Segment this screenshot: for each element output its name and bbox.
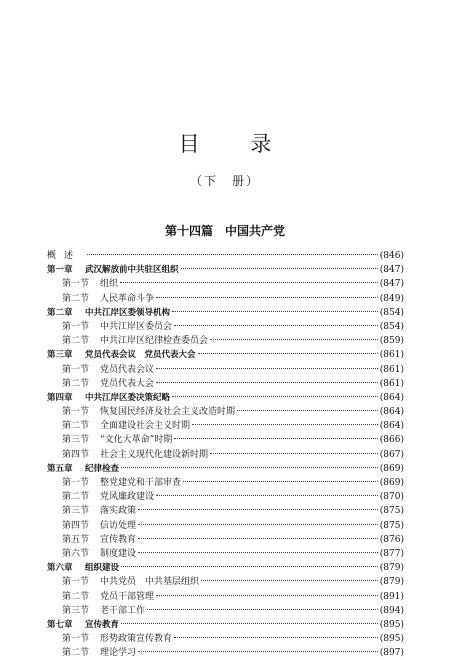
dot-leader xyxy=(237,410,378,411)
toc-entry-label: 党员干部管理 xyxy=(100,591,155,602)
toc-entry-page: (877) xyxy=(379,548,404,559)
toc-chapter-entry[interactable] xyxy=(47,348,404,362)
toc-entry-number: 第一节 xyxy=(62,321,90,332)
toc-entry-number: 第三节 xyxy=(62,435,90,446)
page-title: 目 录 xyxy=(178,132,294,156)
toc-entry-label: 全面建设社会主义时期 xyxy=(100,421,191,432)
dot-leader xyxy=(174,438,378,439)
dot-leader xyxy=(138,552,378,553)
toc-entry-page: (849) xyxy=(379,293,404,304)
toc-section-entry[interactable] xyxy=(47,433,404,447)
dot-leader xyxy=(147,609,378,610)
toc-entry-number: 第一节 xyxy=(62,407,90,418)
toc-entry-page: (895) xyxy=(379,619,404,630)
toc-entry-label: 党员代表大会 xyxy=(100,378,155,389)
toc-entry-page: (854) xyxy=(379,307,404,318)
toc-section-entry[interactable] xyxy=(47,504,404,518)
toc-entry-label: 形势政策宣传教育 xyxy=(100,634,173,645)
toc-section-entry[interactable] xyxy=(47,334,404,348)
toc-entry-label: 中共江岸区委员会 xyxy=(100,321,173,332)
toc-entry-number: 第一章 xyxy=(47,265,73,276)
dot-leader xyxy=(192,424,378,425)
dot-leader xyxy=(174,325,378,326)
toc-entry-page: (879) xyxy=(379,563,404,574)
toc-entry-page: (869) xyxy=(379,478,404,488)
toc-section-entry[interactable] xyxy=(47,547,404,561)
toc-entry-number: 第六章 xyxy=(47,563,73,574)
toc-entry-page: (895) xyxy=(379,634,404,645)
toc-entry-number: 第三章 xyxy=(47,350,73,361)
toc-section-entry[interactable] xyxy=(47,277,404,291)
volume-subtitle: （下 册） xyxy=(189,174,260,188)
dot-leader xyxy=(138,538,378,539)
toc-entry-label: 中共江岸区委决策纪略 xyxy=(85,392,171,403)
toc-entry-number: 第二节 xyxy=(62,492,90,503)
toc-entry-label: “文化大革命”时期 xyxy=(100,435,173,446)
toc-entry-number: 第四节 xyxy=(62,520,90,531)
toc-chapter-entry[interactable] xyxy=(47,306,404,320)
dot-leader xyxy=(156,495,378,496)
toc-section-entry[interactable] xyxy=(47,632,404,646)
toc-section-entry[interactable] xyxy=(47,448,404,462)
toc-entry-label: 中共江岸区委领导机构 xyxy=(85,307,171,318)
toc-section-entry[interactable] xyxy=(47,646,404,660)
toc-entry-page: (861) xyxy=(379,378,404,389)
toc-entry-label: 整党建党和干部审查 xyxy=(100,478,182,488)
toc-entry-page: (869) xyxy=(379,463,404,474)
toc-entry-label: 社会主义现代化建设新时期 xyxy=(100,449,209,460)
dot-leader xyxy=(210,339,378,340)
dot-leader xyxy=(121,623,378,624)
toc-entry-page: (897) xyxy=(379,648,404,659)
toc-entry-number: 第一节 xyxy=(62,478,90,488)
toc-entry-label: 宣传教育 xyxy=(85,619,120,630)
toc-entry-number: 第五节 xyxy=(62,534,90,545)
toc-section-entry[interactable] xyxy=(47,490,404,504)
toc-section-entry[interactable] xyxy=(47,575,404,589)
dot-leader xyxy=(156,297,378,298)
toc-entry-page: (894) xyxy=(379,605,404,616)
toc-entry-label: 理论学习 xyxy=(100,648,137,659)
toc-section-entry[interactable] xyxy=(47,405,404,419)
dot-leader xyxy=(156,595,378,596)
toc-entry-number: 第三节 xyxy=(62,605,90,616)
toc-chapter-entry[interactable] xyxy=(47,462,404,476)
toc-entry-number: 第二节 xyxy=(62,378,90,389)
toc-entry-label: 纪律检查 xyxy=(85,463,120,474)
toc-chapter-entry[interactable] xyxy=(47,263,404,277)
toc-entry-number: 第二节 xyxy=(62,293,90,304)
toc-overview-entry[interactable] xyxy=(47,249,404,263)
toc-chapter-entry[interactable] xyxy=(47,391,404,405)
toc-entry-number: 第二节 xyxy=(62,648,90,659)
toc-entry-number: 第三节 xyxy=(62,506,90,517)
toc-entry-number: 第一节 xyxy=(62,634,90,645)
toc-section-entry[interactable] xyxy=(47,419,404,433)
toc-entry-page: (875) xyxy=(379,506,404,517)
toc-entry-page: (846) xyxy=(379,251,404,261)
toc-section-entry[interactable] xyxy=(47,320,404,334)
toc-entry-label: 宣传教育 xyxy=(100,534,137,545)
part-title: 第十四篇 中国共产党 xyxy=(164,224,285,238)
dot-leader xyxy=(121,566,378,567)
toc-section-entry[interactable] xyxy=(47,604,404,618)
toc-entry-number: 第一节 xyxy=(62,279,90,290)
dot-leader xyxy=(172,396,378,397)
toc-entry-page: (847) xyxy=(379,265,404,276)
toc-entry-page: (864) xyxy=(379,407,404,418)
toc-section-entry[interactable] xyxy=(47,377,404,391)
toc-entry-number: 第二章 xyxy=(47,307,73,318)
toc-entry-label: 中共党员 中共基层组织 xyxy=(100,577,200,588)
toc-entry-number: 概述 xyxy=(47,251,82,261)
table-of-contents xyxy=(47,249,404,660)
toc-entry-page: (875) xyxy=(379,520,404,531)
dot-leader xyxy=(138,524,378,525)
toc-entry-number: 第一节 xyxy=(62,577,90,588)
toc-entry-page: (854) xyxy=(379,321,404,332)
dot-leader xyxy=(172,311,378,312)
dot-leader xyxy=(181,268,378,269)
toc-entry-page: (891) xyxy=(379,591,404,602)
dot-leader xyxy=(121,467,378,468)
toc-entry-number: 第七章 xyxy=(47,619,73,630)
dot-leader xyxy=(87,254,378,255)
toc-entry-page: (847) xyxy=(379,279,404,290)
toc-entry-number: 第六节 xyxy=(62,548,90,559)
dot-leader xyxy=(174,637,378,638)
toc-entry-page: (861) xyxy=(379,364,404,375)
toc-section-entry[interactable] xyxy=(47,476,404,490)
dot-leader xyxy=(198,353,378,354)
toc-entry-number: 第四章 xyxy=(47,392,73,403)
toc-entry-label: 中共江岸区纪律检查委员会 xyxy=(100,336,209,347)
toc-entry-page: (861) xyxy=(379,350,404,361)
toc-entry-label: 制度建设 xyxy=(100,548,137,559)
toc-entry-page: (859) xyxy=(379,336,404,347)
toc-entry-page: (867) xyxy=(379,449,404,460)
dot-leader xyxy=(201,580,378,581)
dot-leader xyxy=(138,651,378,652)
toc-section-entry[interactable] xyxy=(47,292,404,306)
toc-entry-label: 老干部工作 xyxy=(100,605,146,616)
toc-entry-number: 第五章 xyxy=(47,463,73,474)
toc-entry-number: 第二节 xyxy=(62,336,90,347)
toc-entry-label: 组织 xyxy=(100,279,119,290)
toc-entry-page: (879) xyxy=(379,577,404,588)
toc-entry-page: (866) xyxy=(379,435,404,446)
toc-entry-label: 人民革命斗争 xyxy=(100,293,155,304)
toc-entry-number: 第二节 xyxy=(62,591,90,602)
toc-chapter-entry[interactable] xyxy=(47,561,404,575)
toc-section-entry[interactable] xyxy=(47,533,404,547)
toc-entry-label: 党员代表会议 xyxy=(100,364,155,375)
toc-chapter-entry[interactable] xyxy=(47,618,404,632)
toc-entry-label: 组织建设 xyxy=(85,563,120,574)
toc-section-entry[interactable] xyxy=(47,363,404,377)
toc-entry-page: (870) xyxy=(379,492,404,503)
toc-entry-page: (864) xyxy=(379,392,404,403)
toc-entry-label: 党风廉政建设 xyxy=(100,492,155,503)
toc-entry-label: 信访处理 xyxy=(100,520,137,531)
toc-entry-label: 落实政策 xyxy=(100,506,137,517)
dot-leader xyxy=(156,382,378,383)
toc-entry-page: (876) xyxy=(379,534,404,545)
toc-entry-number: 第四节 xyxy=(62,449,90,460)
toc-entry-label: 党员代表会议 党员代表大会 xyxy=(85,350,196,361)
toc-entry-page: (864) xyxy=(379,421,404,432)
toc-entry-label: 武汉解放前中共驻区组织 xyxy=(85,265,179,276)
toc-section-entry[interactable] xyxy=(47,590,404,604)
dot-leader xyxy=(156,368,378,369)
dot-leader xyxy=(183,481,378,482)
dot-leader xyxy=(138,509,378,510)
toc-entry-label: 恢复国民经济及社会主义改造时期 xyxy=(100,407,236,418)
toc-section-entry[interactable] xyxy=(47,519,404,533)
dot-leader xyxy=(210,453,378,454)
toc-entry-number: 第一节 xyxy=(62,364,90,375)
toc-entry-number: 第二节 xyxy=(62,421,90,432)
dot-leader xyxy=(120,282,378,283)
